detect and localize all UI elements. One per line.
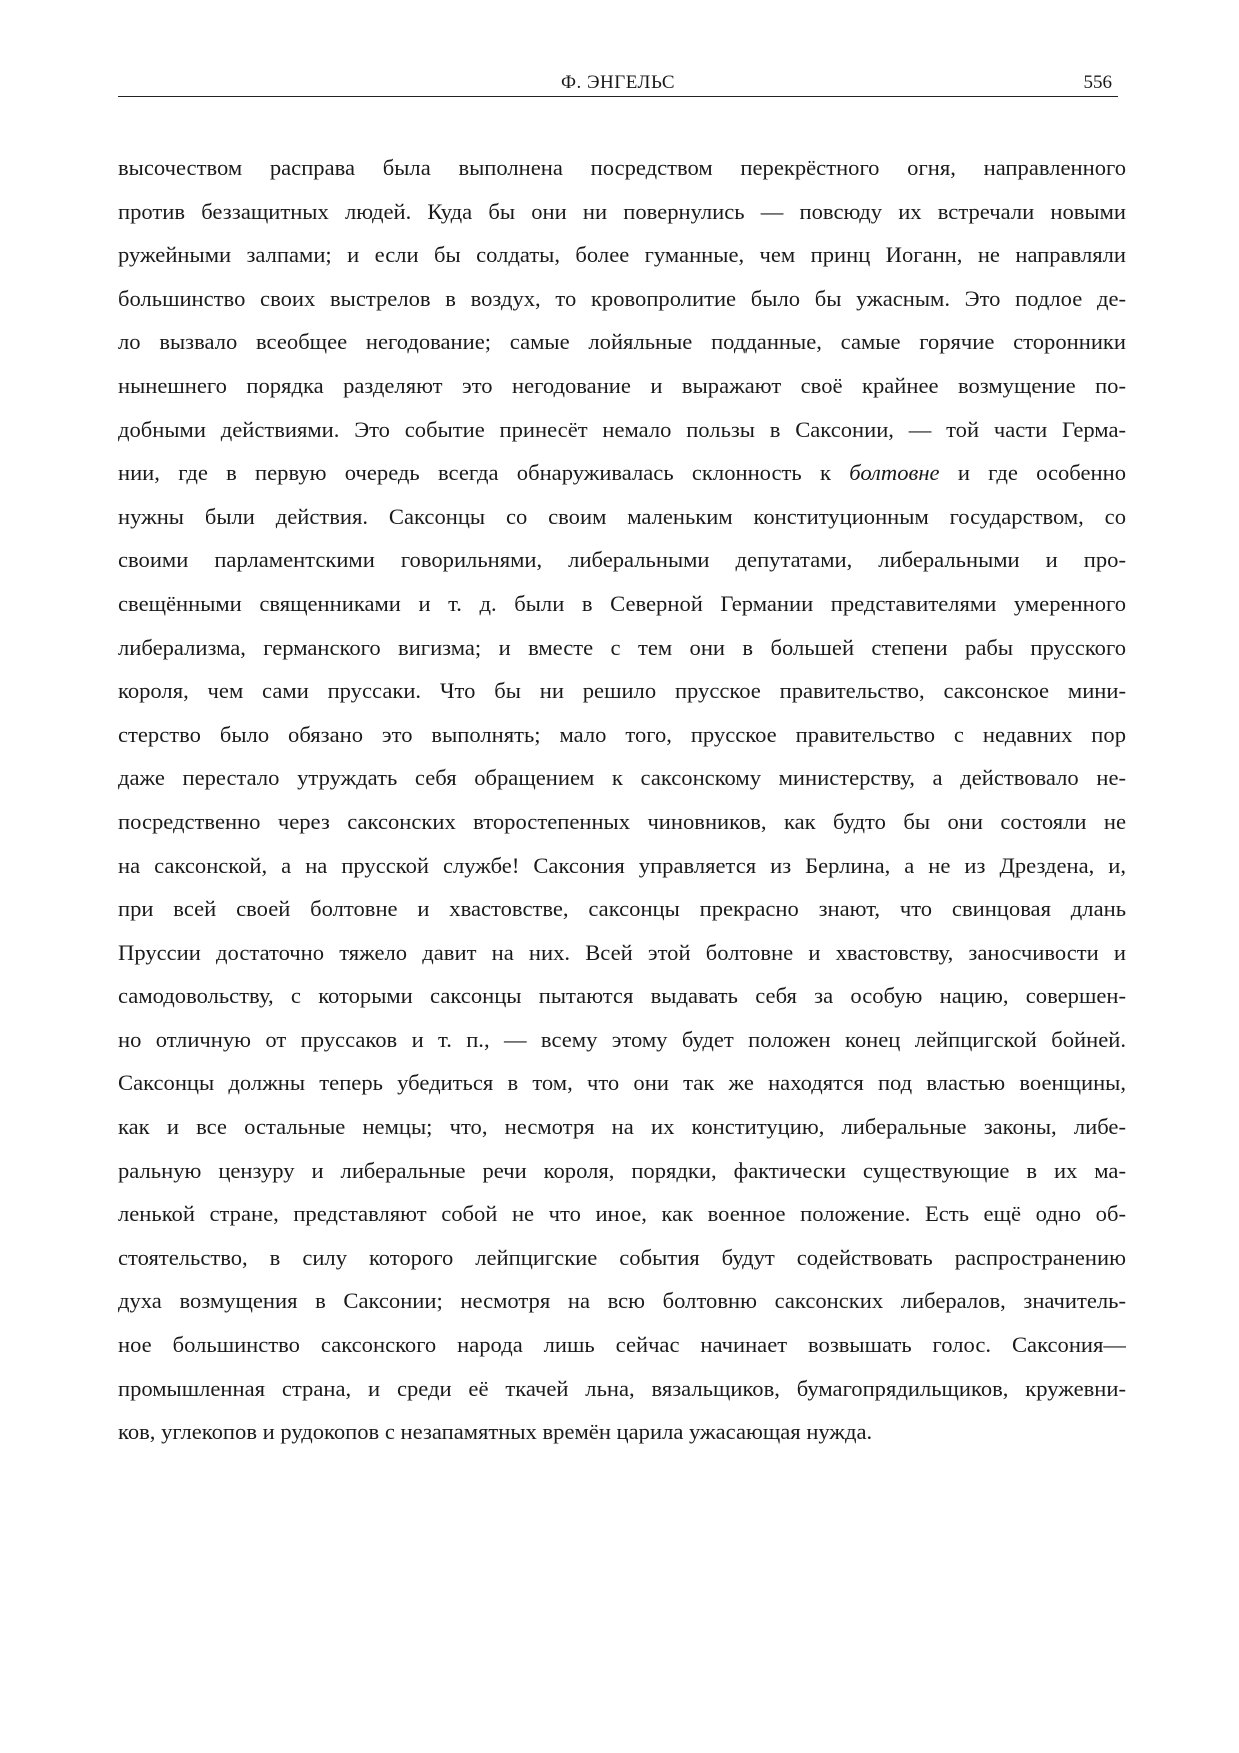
body-paragraph (118, 146, 1126, 1454)
text-line: но отличную от пруссаков и т. п., — всему этому будет положен конец лейпцигской бойней. (118, 1026, 1126, 1052)
text-line: высочеством расправа была выполнена посредством перекрёстного огня, направленного (118, 155, 1126, 180)
text-line: стоятельство, в силу которого лейпцигские события будут содействовать распространению (118, 1244, 1126, 1270)
text-line: либерализма, германского вигизма; и вместе с тем они в большей степени рабы прусского (118, 634, 1126, 660)
text-line: ружейными залпами; и если бы солдаты, более гуманные, чем принц Иоганн, не направляли (118, 242, 1126, 268)
text-segment: нии, где в первую очередь всегда обнаруживалась склонность к (118, 460, 850, 486)
text-line: свещёнными священниками и т. д. были в Северной Германии представителями умеренного (118, 590, 1126, 616)
text-line: добными действиями. Это событие принесёт немало пользы в Саксонии, — той части Герма- (118, 416, 1126, 442)
text-line: при всей своей болтовне и хвастовстве, саксонцы прекрасно знают, что свинцовая длань (118, 896, 1126, 922)
text-line: ральную цензуру и либеральные речи короля, порядки, фактически существующие в их ма- (118, 1157, 1126, 1183)
header-author-title: Ф. ЭНГЕЛЬС (560, 72, 676, 93)
text-line: большинство своих выстрелов в воздух, то кровопролитие было бы ужасным. Это подлое де- (118, 285, 1126, 311)
emphasized-word: болтовне (849, 460, 940, 486)
text-line: промышленная страна, и среди её ткачей льна, вязальщиков, бумагопрядильщиков, кружевни- (118, 1375, 1126, 1401)
running-header (118, 70, 1118, 97)
text-line: даже перестало утруждать себя обращением к саксонскому министерству, а действовало не- (118, 765, 1126, 791)
page-number: 556 (1083, 72, 1112, 93)
text-line-last: ков, углекопов и рудокопов с незапамятных времён царила ужасающая нужда. (118, 1419, 873, 1445)
text-line: своими парламентскими говорильнями, либеральными депутатами, либеральными и про- (118, 547, 1126, 573)
text-line: ное большинство саксонского народа лишь сейчас начинает возвышать голос. Саксония— (118, 1332, 1126, 1358)
text-line: короля, чем сами пруссаки. Что бы ни решило прусское правительство, саксонское мини- (118, 678, 1126, 704)
text-line: посредственно через саксонских второстепенных чиновников, как будто бы они состояли не (118, 808, 1126, 834)
text-line: ленькой стране, представляют собой не что иное, как военное положение. Есть ещё одно об- (118, 1201, 1126, 1227)
text-line: Пруссии достаточно тяжело давит на них. Всей этой болтовне и хвастовству, заносчивости и (118, 939, 1126, 965)
text-line: как и все остальные немцы; что, несмотря на их конституцию, либеральные законы, либе- (118, 1114, 1126, 1140)
text-line: Саксонцы должны теперь убедиться в том, что они так же находятся под властью военщины, (118, 1070, 1126, 1096)
text-line: нужны были действия. Саксонцы со своим маленьким конституционным государством, со (118, 503, 1126, 529)
text-line: стерство было обязано это выполнять; мало того, прусское правительство с недавних пор (118, 721, 1126, 747)
text-segment: и где особенно (939, 460, 1126, 486)
text-line: на саксонской, а на прусской службе! Саксония управляется из Берлина, а не из Дрездена, и, (118, 852, 1126, 878)
text-line: самодовольству, с которыми саксонцы пытаются выдавать себя за особую нацию, совершен- (118, 983, 1126, 1009)
text-line: нынешнего порядка разделяют это негодование и выражают своё крайнее возмущение по- (118, 372, 1126, 398)
text-line-with-emphasis (118, 451, 1126, 495)
text-line: против беззащитных людей. Куда бы они ни повернулись — повсюду их встречали новыми (118, 198, 1126, 224)
text-line: духа возмущения в Саксонии; несмотря на всю болтовню саксонских либералов, значитель- (118, 1288, 1126, 1314)
text-line: ло вызвало всеобщее негодование; самые лойяльные подданные, самые горячие сторонники (118, 329, 1126, 355)
